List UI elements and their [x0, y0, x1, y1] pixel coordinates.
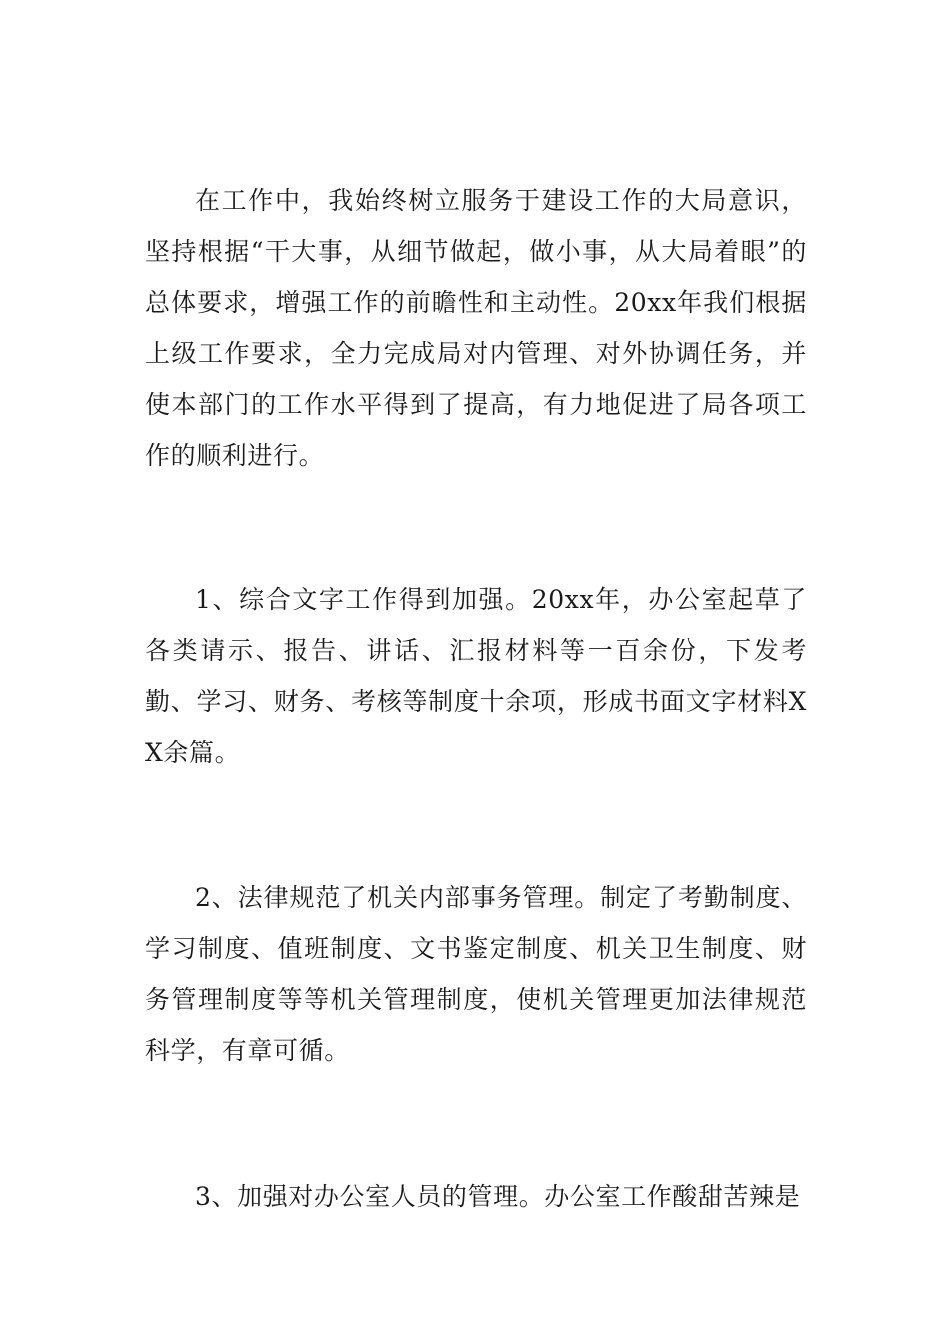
paragraph-item-1: 1、综合文字工作得到加强。20xx年，办公室起草了各类请示、报告、讲话、汇报材料等一百余份，下发考勤、学习、财务、考核等制度十余项，形成书面文字材料XX余篇。	[145, 585, 807, 767]
paragraph-item-2: 2、法律规范了机关内部事务管理。制定了考勤制度、学习制度、值班制度、文书鉴定制度、机关卫生制度、财务管理制度等等机关管理制度，使机关管理更加法律规范科学，有章可循。	[145, 883, 807, 1065]
paragraph-intro: 在工作中，我始终树立服务于建设工作的大局意识，坚持根据“干大事，从细节做起，做小事，从大局着眼”的总体要求，增强工作的前瞻性和主动性。20xx年我们根据上级工作要求，全力完成局对内管理、对外协调任务，并使本部门的工作水平得到了提高，有力地促进了局各项工作的顺利进行。	[145, 186, 807, 470]
paragraph-item-3: 3、加强对办公室人员的管理。办公室工作酸甜苦辣是	[195, 1182, 801, 1211]
